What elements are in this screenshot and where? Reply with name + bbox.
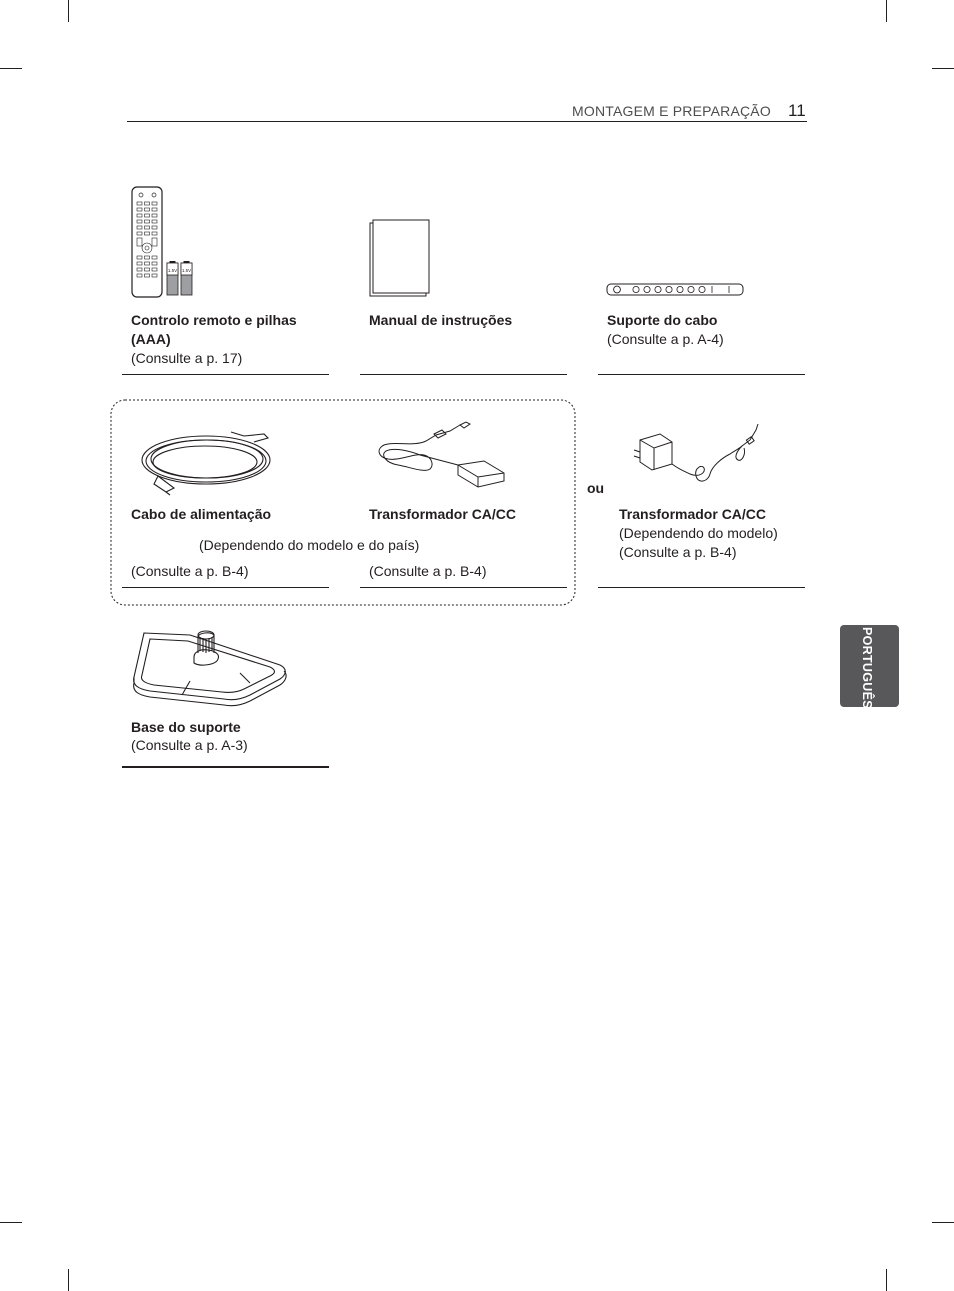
crop-mark — [68, 1269, 69, 1291]
adapter-1-ref: (Consulte a p. B-4) — [369, 563, 487, 579]
cable-holder-label: Suporte do cabo — [607, 312, 718, 328]
language-tab-label: PORTUGUÊS — [860, 627, 874, 709]
adapter-wall-illustration — [630, 418, 762, 488]
item-rule — [360, 374, 567, 375]
manual-label: Manual de instruções — [369, 312, 513, 328]
power-cord-illustration — [136, 424, 282, 496]
item-rule — [122, 374, 329, 375]
adapter-1-label: Transformador CA/CC — [369, 506, 517, 522]
or-label: ou — [587, 480, 605, 496]
page-number: 11 — [788, 101, 806, 120]
stand-base-label: Base do suporte — [131, 719, 241, 735]
adapter-2-note: (Dependendo do modelo) — [619, 525, 778, 541]
language-tab — [840, 625, 899, 707]
cable-holder-ref: (Consulte a p. A-4) — [607, 331, 724, 347]
crop-mark — [0, 1222, 22, 1223]
crop-mark — [0, 68, 22, 69]
battery-label: 1.5V — [167, 268, 178, 273]
stand-base-illustration — [130, 625, 290, 709]
header-rule — [127, 121, 807, 122]
remote-ref: (Consulte a p. 17) — [131, 350, 243, 366]
item-rule — [360, 587, 567, 588]
item-rule — [122, 587, 329, 588]
group-note: (Dependendo do modelo e do país) — [199, 537, 420, 553]
crop-mark — [932, 1222, 954, 1223]
manual-illustration — [369, 218, 431, 298]
crop-mark — [886, 1269, 887, 1291]
crop-mark — [886, 0, 887, 22]
crop-mark — [932, 68, 954, 69]
remote-label-2: (AAA) — [131, 331, 171, 347]
remote-control-illustration — [130, 186, 195, 300]
power-cord-ref: (Consulte a p. B-4) — [131, 563, 249, 579]
section-title: MONTAGEM E PREPARAÇÃO — [572, 103, 771, 119]
crop-mark — [68, 0, 69, 22]
battery-label: 1.5V — [181, 268, 192, 273]
cable-holder-illustration — [606, 282, 746, 298]
stand-base-ref: (Consulte a p. A-3) — [131, 737, 248, 753]
remote-label: Controlo remoto e pilhas — [131, 312, 297, 328]
item-rule — [598, 587, 805, 588]
adapter-brick-illustration — [374, 417, 510, 495]
adapter-2-label: Transformador CA/CC — [619, 506, 767, 522]
adapter-2-ref: (Consulte a p. B-4) — [619, 544, 737, 560]
item-rule — [598, 374, 805, 375]
power-cord-label: Cabo de alimentação — [131, 506, 272, 522]
item-rule — [122, 766, 329, 768]
